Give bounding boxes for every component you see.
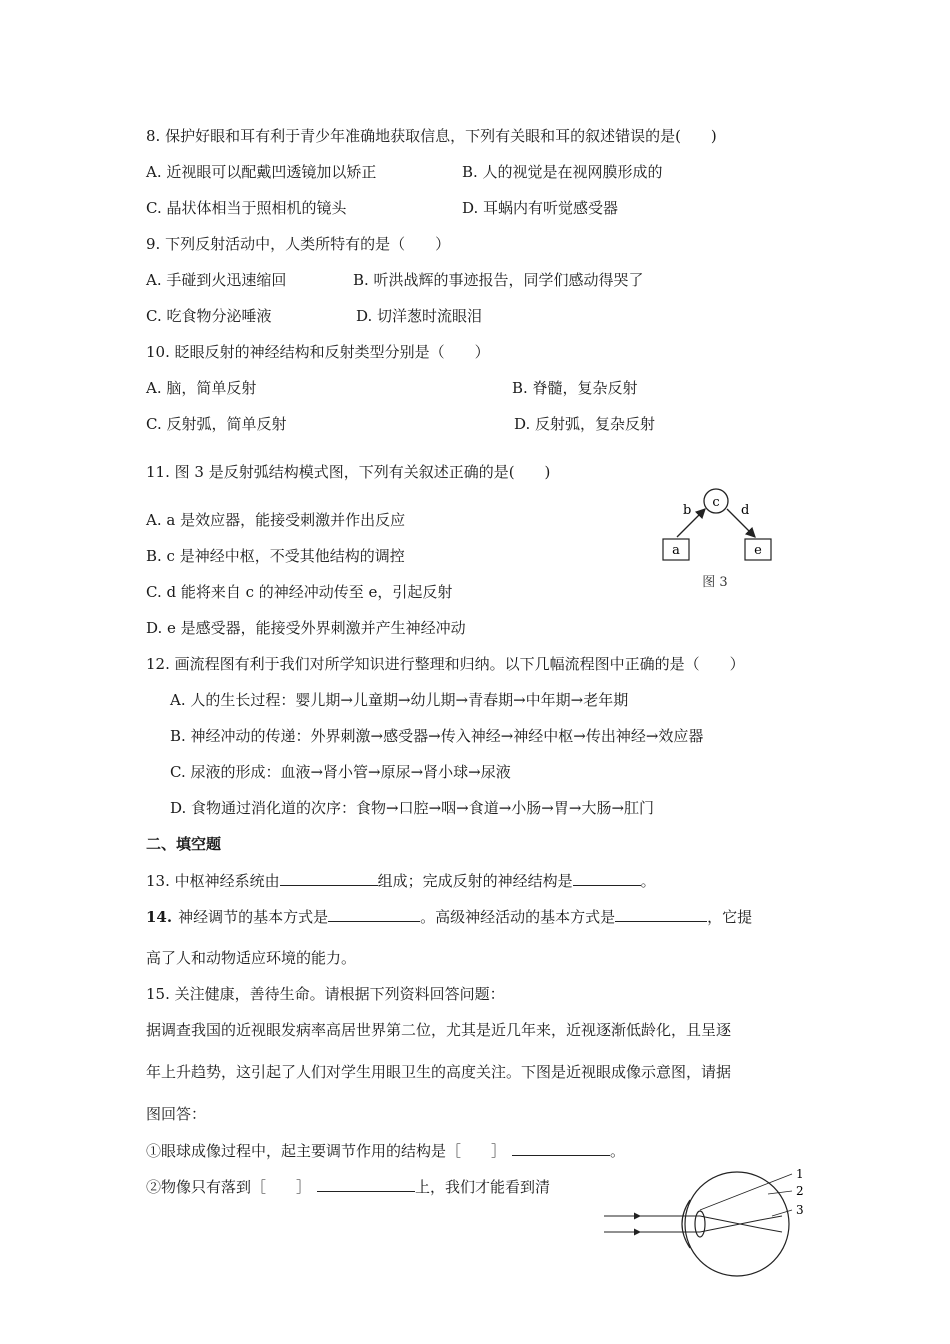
q15-paragraph-line2: 年上升趋势，这引起了人们对学生用眼卫生的高度关注。下图是近视眼成像示意图，请据 [146,1063,732,1081]
q10-stem: 10. 眨眼反射的神经结构和反射类型分别是（ ） [146,343,490,361]
q13 [146,870,656,891]
q10-option-c: C. 反射弧，简单反射 [146,415,287,433]
label-d: d [741,503,750,518]
q14-blank-1[interactable] [328,906,420,922]
q12-option-c: C. 尿液的形成：血液→肾小管→原尿→肾小球→尿液 [170,763,511,781]
figure-label-3: 3 [796,1203,804,1217]
q11-option-d: D. e 是感受器，能接受外界刺激并产生神经冲动 [146,619,466,637]
q10-option-b: B. 脊髓，复杂反射 [512,379,638,397]
figure-label-2: 2 [796,1184,804,1198]
q9-stem: 9. 下列反射活动中，人类所特有的是（ ） [146,235,451,253]
q9-option-c: C. 吃食物分泌唾液 [146,307,272,325]
q15-sub2-end: 上，我们才能看到清 [415,1178,551,1196]
q9-option-a: A. 手碰到火迅速缩回 [146,271,287,289]
q15-sub2-blank[interactable] [317,1176,415,1192]
q13-part3: 。 [640,872,656,890]
q14-number: 14. [146,908,173,926]
q12-option-d: D. 食物通过消化道的次序：食物→口腔→咽→食道→小肠→胃→大肠→肛门 [170,799,655,817]
q8-option-b: B. 人的视觉是在视网膜形成的 [462,163,663,181]
q14 [146,906,752,927]
q10-option-d: D. 反射弧，复杂反射 [514,415,656,433]
q14-part3: ，它提 [707,908,753,926]
q12-stem: 12. 画流程图有利于我们对所学知识进行整理和归纳。以下几幅流程图中正确的是（ ） [146,655,745,673]
q15-sub2 [146,1176,550,1197]
q13-blank-1[interactable] [280,870,378,886]
myopia-eye-figure [600,1164,820,1284]
label-b: b [683,503,692,518]
q13-blank-2[interactable] [573,870,641,886]
node-a-label: a [672,543,680,558]
q11-stem: 11. 图 3 是反射弧结构模式图，下列有关叙述正确的是( ) [146,463,551,481]
q15-stem: 15. 关注健康，善待生命。请根据下列资料回答问题： [146,985,505,1003]
q15-sub1-blank[interactable] [512,1140,610,1156]
q15-sub1-text: ①眼球成像过程中，起主要调节作用的结构是［ ］ [146,1142,507,1160]
q15-sub1-end: 。 [610,1142,626,1160]
q13-part2: 组成；完成反射的神经结构是 [377,872,573,890]
q15-sub2-text: ②物像只有落到［ ］ [146,1178,312,1196]
q8-option-c: C. 晶状体相当于照相机的镜头 [146,199,347,217]
q11-option-b: B. c 是神经中枢，不受其他结构的调控 [146,547,405,565]
q14-line2: 高了人和动物适应环境的能力。 [146,949,357,967]
q9-option-b: B. 听洪战辉的事迹报告，同学们感动得哭了 [353,271,644,289]
q11-option-c: C. d 能将来自 c 的神经冲动传至 e，引起反射 [146,583,453,601]
q15-paragraph-line3: 图回答： [146,1105,207,1123]
q15-paragraph-line1: 据调查我国的近视眼发病率高居世界第二位，尤其是近几年来，近视逐渐低龄化，且呈逐 [146,1021,732,1039]
figure-caption: 图 3 [702,575,728,590]
q8-option-d: D. 耳蜗内有听觉感受器 [462,199,619,217]
q12-option-b: B. 神经冲动的传递：外界刺激→感受器→传入神经→神经中枢→传出神经→效应器 [170,727,704,745]
q14-part1: 神经调节的基本方式是 [178,908,329,926]
q9-option-d: D. 切洋葱时流眼泪 [356,307,483,325]
q8-stem: 8. 保护好眼和耳有利于青少年准确地获取信息，下列有关眼和耳的叙述错误的是( ) [146,127,717,145]
q8-option-a: A. 近视眼可以配戴凹透镜加以矫正 [146,163,377,181]
q14-part2: 。高级神经活动的基本方式是 [420,908,616,926]
q15-sub1 [146,1140,625,1161]
node-e-label: e [754,543,762,558]
reflex-arc-figure [655,482,785,594]
section-title: 二、填空题 [146,835,222,853]
q13-part1: 13. 中枢神经系统由 [146,872,280,890]
q12-option-a: A. 人的生长过程：婴儿期→儿童期→幼儿期→青春期→中年期→老年期 [170,691,629,709]
q14-blank-2[interactable] [615,906,707,922]
figure-label-1: 1 [796,1167,804,1181]
lens-icon [695,1211,705,1237]
node-c-label: c [712,495,720,510]
q11-option-a: A. a 是效应器，能接受刺激并作出反应 [146,511,406,529]
q10-option-a: A. 脑，简单反射 [146,379,257,397]
